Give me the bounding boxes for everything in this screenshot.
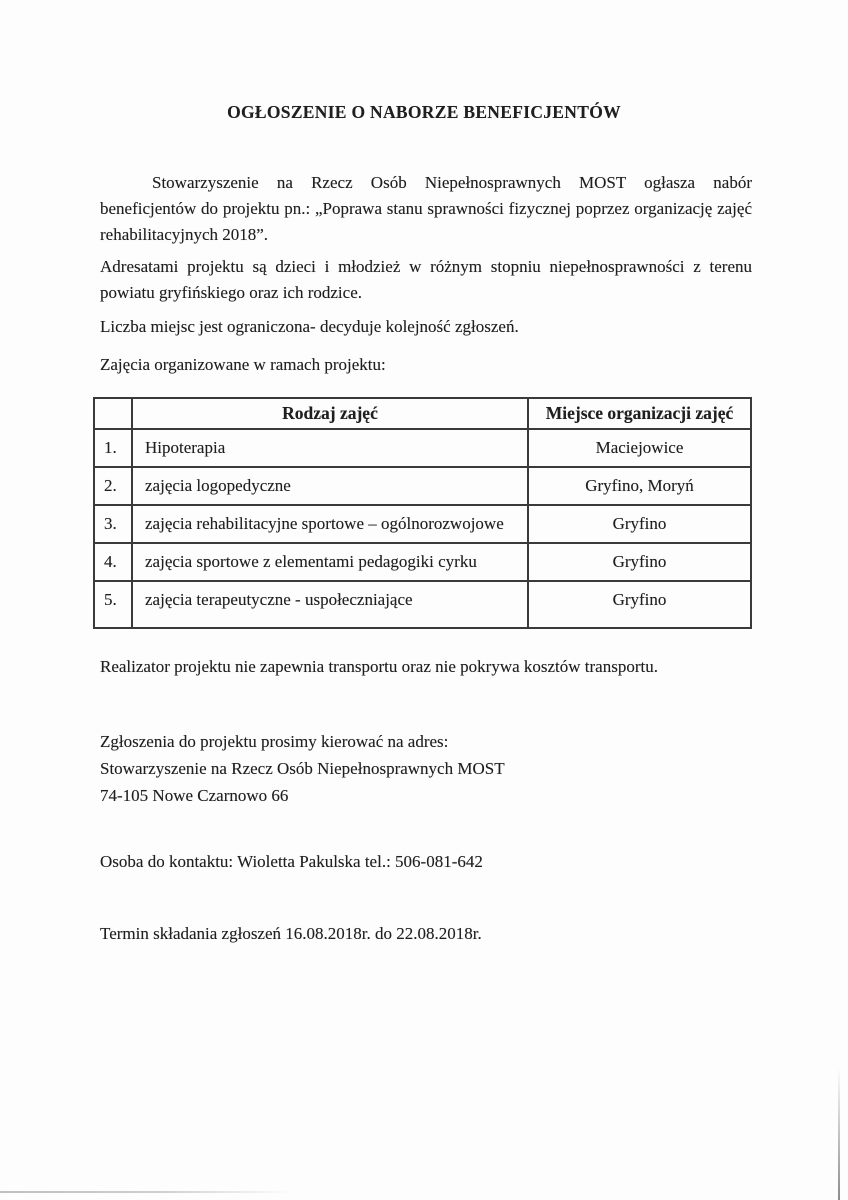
table-row — [94, 467, 751, 505]
row-number: 2. — [94, 467, 132, 505]
scan-artifact-right-edge-line — [838, 1068, 840, 1200]
row-place: Maciejowice — [528, 429, 751, 467]
contact-person-line: Osoba do kontaktu: Wioletta Pakulska tel.: 506-081-642 — [100, 852, 483, 871]
submission-org-address: 74-105 Nowe Czarnowo 66 — [100, 786, 289, 805]
row-place: Gryfino — [528, 505, 751, 543]
row-activity: zajęcia rehabilitacyjne sportowe – ogólnorozwojowe — [132, 505, 528, 543]
table-header-row — [94, 398, 751, 429]
paragraph-transport-note: Realizator projektu nie zapewnia transportu oraz nie pokrywa kosztów transportu. — [100, 657, 658, 676]
table-header-place: Miejsce organizacji zajęć — [528, 398, 751, 429]
deadline-line: Termin składania zgłoszeń 16.08.2018r. do 22.08.2018r. — [100, 924, 482, 943]
row-number: 1. — [94, 429, 132, 467]
row-place: Gryfino — [528, 543, 751, 581]
row-number: 3. — [94, 505, 132, 543]
table-row — [94, 505, 751, 543]
submission-org-name: Stowarzyszenie na Rzecz Osób Niepełnosprawnych MOST — [100, 759, 505, 778]
submission-address-block — [100, 728, 752, 809]
paragraph-capacity-note: Liczba miejsc jest ograniczona- decyduje kolejność zgłoszeń. — [100, 317, 519, 336]
table-header-number — [94, 398, 132, 429]
activities-table — [93, 397, 752, 629]
paragraph-table-lead: Zajęcia organizowane w ramach projektu: — [100, 355, 386, 374]
row-number: 4. — [94, 543, 132, 581]
document-title: OGŁOSZENIE O NABORZE BENEFICJENTÓW — [227, 102, 621, 122]
row-place: Gryfino, Moryń — [528, 467, 751, 505]
row-activity: zajęcia terapeutyczne - uspołeczniające — [132, 581, 528, 628]
scan-artifact-bottom-line — [0, 1191, 292, 1193]
paragraph-intro: Stowarzyszenie na Rzecz Osób Niepełnosprawnych MOST ogłasza nabór beneficjentów do projektu pn.: „Poprawa stanu sprawności fizycznej poprzez organizację zajęć rehabilitacyjnych 2018”. — [100, 173, 752, 244]
table-row — [94, 429, 751, 467]
table-row — [94, 543, 751, 581]
paragraph-audience: Adresatami projektu są dzieci i młodzież w różnym stopniu niepełnosprawności z terenu powiatu gryfińskiego oraz ich rodzice. — [100, 257, 752, 302]
row-activity: zajęcia logopedyczne — [132, 467, 528, 505]
row-number: 5. — [94, 581, 132, 628]
row-activity: zajęcia sportowe z elementami pedagogiki cyrku — [132, 543, 528, 581]
row-place: Gryfino — [528, 581, 751, 628]
table-header-activity-type: Rodzaj zajęć — [132, 398, 528, 429]
submission-heading: Zgłoszenia do projektu prosimy kierować na adres: — [100, 732, 449, 751]
row-activity: Hipoterapia — [132, 429, 528, 467]
table-row — [94, 581, 751, 628]
